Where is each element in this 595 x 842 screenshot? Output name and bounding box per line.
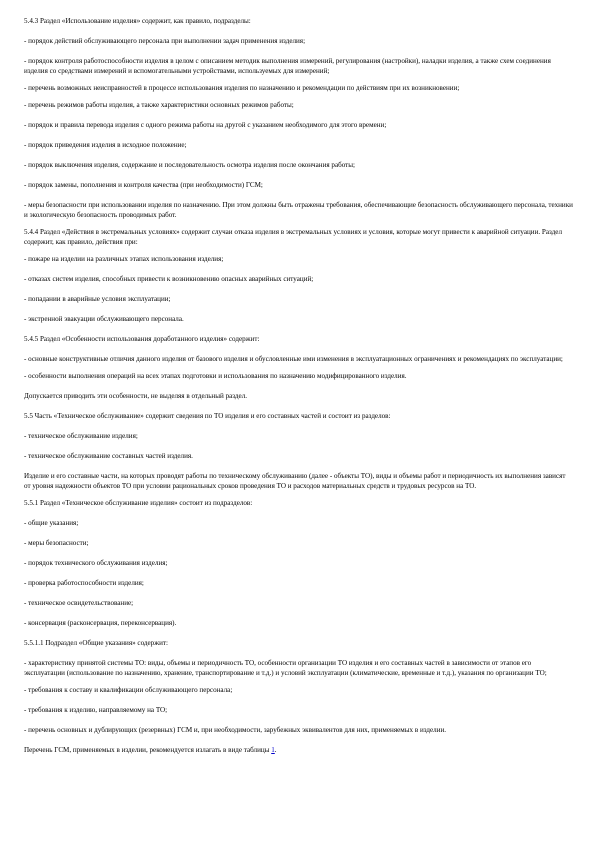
list-item-mode-switch: - порядок и правила перевода изделия с одного режима работы на другой с указанием необходимого для этого времени; — [24, 121, 387, 129]
list-item-design-differences: - основные конструктивные отличия данного изделия от базового изделия и обусловленные ими изменения в эксплуатационных ограничениях и рекомендациях по эксплуатации; — [24, 355, 563, 363]
para-maintenance-objects: Изделие и его составные части, на которых проводят работы по техническому обслуживанию (далее - объекты ТО), виды и объемы работ и периодичность их выполнения зависят от уровня надежности объектов ТО при условии рациональных сроков проведения ТО и расходов материальных средств и трудовых ресурсов на ТО. — [24, 472, 566, 490]
list-item-emergency-conditions: - попадании в аварийные условия эксплуатации; — [24, 295, 171, 303]
list-item-safety-measures: - меры безопасности; — [24, 539, 89, 547]
para-5-5-1-1-heading: 5.5.1.1 Подраздел «Общие указания» содержит: — [24, 639, 168, 647]
para-5-5-heading: 5.5 Часть «Техническое обслуживание» содержит сведения по ТО изделия и его составных частей и состоит из разделов: — [24, 412, 391, 420]
final-paragraph-suffix: . — [274, 746, 277, 754]
list-item-shutdown: - порядок выключения изделия, содержание и последовательность осмотра изделия после окончания работы; — [24, 161, 356, 169]
para-5-4-3-heading: 5.4.3 Раздел «Использование изделия» содержит, как правило, подразделы: — [24, 17, 251, 25]
list-item-performance-check: - порядок контроля работоспособности изделия в целом с описанием методик выполнения измерений, регулирования (настройки), наладки изделия, а также схем соединения изделия со средствами измерений и вспомогательными устройствами, используемых для измерений; — [24, 57, 551, 75]
list-item-modified-operations: - особенности выполнения операций на всех этапах подготовки и использования по назначению модифицированного изделия. — [24, 372, 407, 380]
list-item-maintenance-system: - характеристику принятой системы ТО: виды, объемы и периодичность ТО, особенности организации ТО изделия и его составных частей в зависимости от этапов его эксплуатации (использование по назначению, хранение, транспортирование и т.д.) и условий эксплуатации (климатические, временные и т.д.), указания по организации ТО; — [24, 659, 547, 677]
list-item-product-requirements: - требования к изделию, направляемому на ТО; — [24, 706, 168, 714]
list-item-operator-actions: - порядок действий обслуживающего персонала при выполнении задач применения изделия; — [24, 37, 306, 45]
list-item-general-instructions: - общие указания; — [24, 519, 79, 527]
list-item-safety: - меры безопасности при использовании изделия по назначению. При этом должны быть отражены требования, обеспечивающие безопасность обслуживающего персонала, техники и экологическую безопасность проводимых работ. — [24, 201, 573, 219]
list-item-modes: - перечень режимов работы изделия, а также характеристики основных режимов работы; — [24, 101, 294, 109]
list-item-product-maintenance: - техническое обслуживание изделия; — [24, 432, 138, 440]
list-item-maintenance-procedure: - порядок технического обслуживания изделия; — [24, 559, 168, 567]
list-item-faults: - перечень возможных неисправностей в процессе использования изделия по назначению и рекомендации по действиям при их возникновении; — [24, 84, 460, 92]
list-item-lubricants: - порядок замены, пополнения и контроля качества (при необходимости) ГСМ; — [24, 181, 263, 189]
para-5-4-4-heading: 5.4.4 Раздел «Действия в экстремальных условиях» содержит случаи отказа изделия в экстремальных условиях и условия, которые могут привести к аварийной ситуации. Раздел содержит, как правило, действия при: — [24, 228, 562, 246]
para-5-4-5-heading: 5.4.5 Раздел «Особенности использования доработанного изделия» содержит: — [24, 335, 260, 343]
list-item-fire: - пожаре на изделии на различных этапах использования изделия; — [24, 255, 224, 263]
list-item-technical-inspection: - техническое освидетельствование; — [24, 599, 134, 607]
document-page — [24, 16, 573, 765]
table-1-link[interactable]: 1 — [271, 746, 275, 754]
list-item-system-failures: - отказах систем изделия, способных привести к возникновению опасных аварийных ситуаций; — [24, 275, 314, 283]
para-lubricants-table-note — [24, 745, 573, 755]
final-paragraph-text: Перечень ГСМ, применяемых в изделии, рекомендуется излагать в виде таблицы — [24, 746, 272, 754]
para-features-note: Допускается приводить эти особенности, не выделяя в отдельный раздел. — [24, 392, 248, 400]
list-item-evacuation: - экстренной эвакуации обслуживающего персонала. — [24, 315, 184, 323]
list-item-performance-verification: - проверка работоспособности изделия; — [24, 579, 144, 587]
para-5-5-1-heading: 5.5.1 Раздел «Техническое обслуживание изделия» состоит из подразделов: — [24, 499, 253, 507]
list-item-personnel-requirements: - требования к составу и квалификации обслуживающего персонала; — [24, 686, 233, 694]
list-item-parts-maintenance: - техническое обслуживание составных частей изделия. — [24, 452, 193, 460]
list-item-preservation: - консервация (расконсервация, переконсервация). — [24, 619, 177, 627]
list-item-lubricants-list: - перечень основных и дублирующих (резервных) ГСМ и, при необходимости, зарубежных эквивалентов для них, применяемых в изделии. — [24, 726, 447, 734]
list-item-initial-position: - порядок приведения изделия в исходное положение; — [24, 141, 187, 149]
